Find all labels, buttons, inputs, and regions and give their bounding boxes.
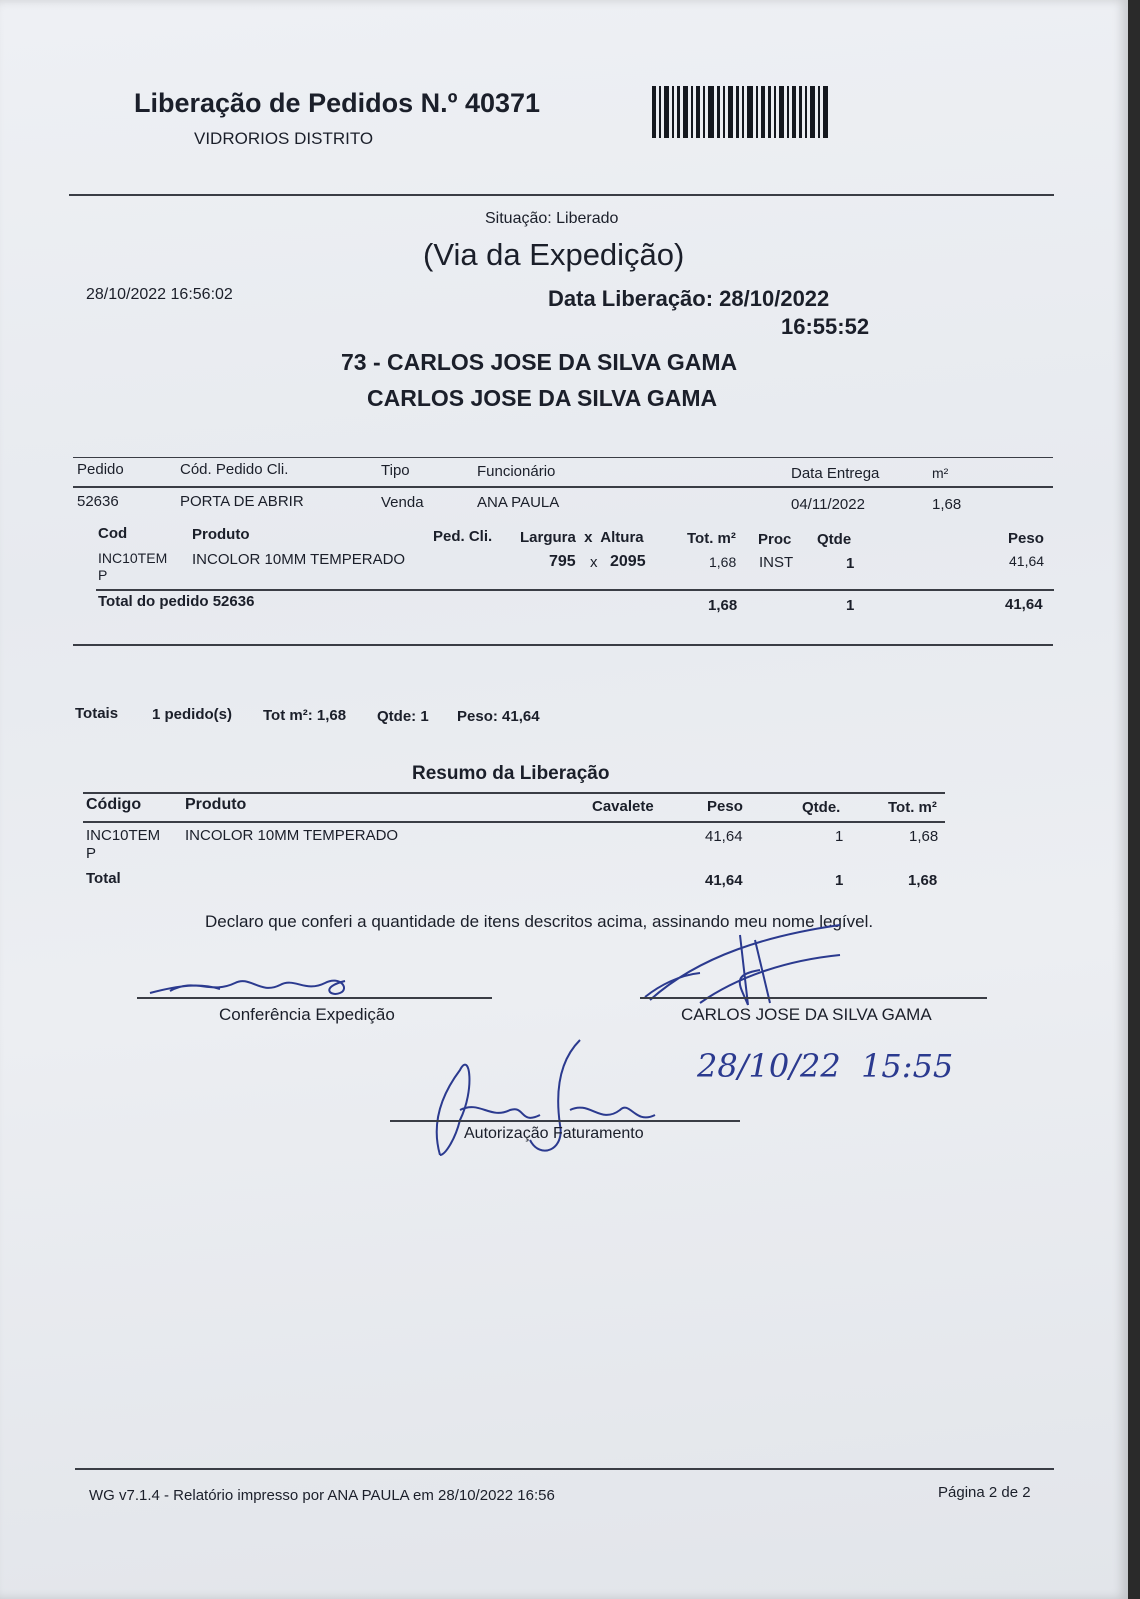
conferencia-label: Conferência Expedição [219,1005,395,1024]
client-name-line2: CARLOS JOSE DA SILVA GAMA [367,385,718,411]
summary-codigo-line1: INC10TEM [86,827,161,844]
item-header-proc: Proc [758,531,792,548]
header-divider [69,194,1054,196]
item-header-tot-m2: Tot. m² [687,530,736,547]
autorizacao-signature [430,1030,670,1165]
summary-header-tot-m2: Tot. m² [888,799,937,816]
totals-tot-m2: Tot m²: 1,68 [263,707,347,724]
item-tot-m2: 1,68 [709,554,737,570]
item-x-sign: x [590,554,598,571]
company-name: VIDRORIOS DISTRITO [194,129,374,148]
client-name-line1: 73 - CARLOS JOSE DA SILVA GAMA [341,349,738,375]
item-header-produto: Produto [192,526,250,543]
summary-total-tot-m2: 1,68 [908,872,938,889]
situacao-text: Situação: Liberado [485,210,619,227]
data-liberacao-time: 16:55:52 [781,314,870,339]
order-total-peso: 41,64 [1005,596,1043,613]
item-largura: 795 [549,553,576,570]
client-signature-line [640,997,987,999]
item-peso: 41,64 [1009,553,1045,569]
col-header-pedido: Pedido [77,461,124,478]
order-total-m2: 1,68 [708,597,738,614]
conferencia-signature-line [137,997,492,999]
summary-top-rule [83,792,945,794]
footer-page-number: Página 2 de 2 [938,1484,1031,1501]
footer-rule [75,1468,1054,1470]
totals-pedidos: 1 pedido(s) [152,706,233,723]
summary-header-produto: Produto [185,796,247,813]
client-signature-label: CARLOS JOSE DA SILVA GAMA [681,1005,932,1024]
summary-header-cavalete: Cavalete [592,798,654,815]
summary-peso: 41,64 [705,828,743,845]
via-title: (Via da Expedição) [423,237,685,272]
print-timestamp: 28/10/2022 16:56:02 [86,286,233,303]
col-header-m2: m² [932,465,949,481]
summary-title: Resumo da Liberação [412,763,610,784]
item-header-ped-cli: Ped. Cli. [433,528,493,545]
order-total-label: Total do pedido 52636 [98,593,255,610]
summary-total-label: Total [86,870,121,887]
footer-print-info: WG v7.1.4 - Relatório impresso por ANA PAULA em 28/10/2022 16:56 [89,1487,555,1504]
summary-codigo-line2: P [86,845,97,862]
orders-header-rule [73,486,1053,488]
summary-qtde: 1 [835,828,844,845]
totals-peso: Peso: 41,64 [457,708,540,725]
order-tipo: Venda [381,494,424,511]
order-pedido: 52636 [77,493,119,510]
order-data-entrega: 04/11/2022 [791,496,865,513]
summary-total-qtde: 1 [835,872,844,889]
col-header-cod-pedido-cli: Cód. Pedido Cli. [180,461,289,478]
item-header-largura-altura: Largura x Altura [520,529,644,546]
item-cod-line2: P [98,567,108,583]
item-header-peso: Peso [1008,530,1044,547]
orders-table-bottom-rule [73,644,1053,646]
summary-produto: INCOLOR 10MM TEMPERADO [185,827,399,844]
summary-header-codigo: Código [86,796,142,813]
summary-total-peso: 41,64 [705,872,743,889]
autorizacao-signature-line [390,1120,740,1122]
declaration-text: Declaro que conferi a quantidade de itens descritos acima, assinando meu nome legível. [205,912,874,931]
item-header-cod: Cod [98,525,128,542]
order-m2: 1,68 [932,496,962,513]
col-header-data-entrega: Data Entrega [791,465,880,482]
item-cod-line1: INC10TEM [98,550,168,566]
data-liberacao: Data Liberação: 28/10/2022 [548,286,830,311]
barcode [652,86,828,138]
conferencia-signature [140,965,370,1005]
client-signature [640,915,870,1015]
item-header-qtde: Qtde [817,531,852,548]
order-funcionario: ANA PAULA [477,494,560,511]
totals-label: Totais [75,705,119,722]
order-cod-pedido-cli: PORTA DE ABRIR [180,493,304,510]
handwritten-date: 28/10/22 15:55 [697,1047,954,1085]
item-qtde: 1 [846,555,855,572]
document-title: Liberação de Pedidos N.º 40371 [134,88,541,118]
item-altura: 2095 [610,553,646,570]
summary-header-peso: Peso [707,798,743,815]
order-total-rule [96,589,1054,591]
autorizacao-label: Autorização Faturamento [464,1125,644,1142]
summary-header-qtde: Qtde. [802,799,841,816]
col-header-funcionario: Funcionário [477,463,556,480]
totals-qtde: Qtde: 1 [377,708,429,725]
item-produto: INCOLOR 10MM TEMPERADO [192,551,406,568]
summary-tot-m2: 1,68 [909,828,939,845]
col-header-tipo: Tipo [381,462,410,479]
item-proc: INST [759,554,794,571]
orders-table-top-rule [73,457,1053,458]
order-total-qtde: 1 [846,597,855,614]
summary-header-rule [83,821,945,823]
